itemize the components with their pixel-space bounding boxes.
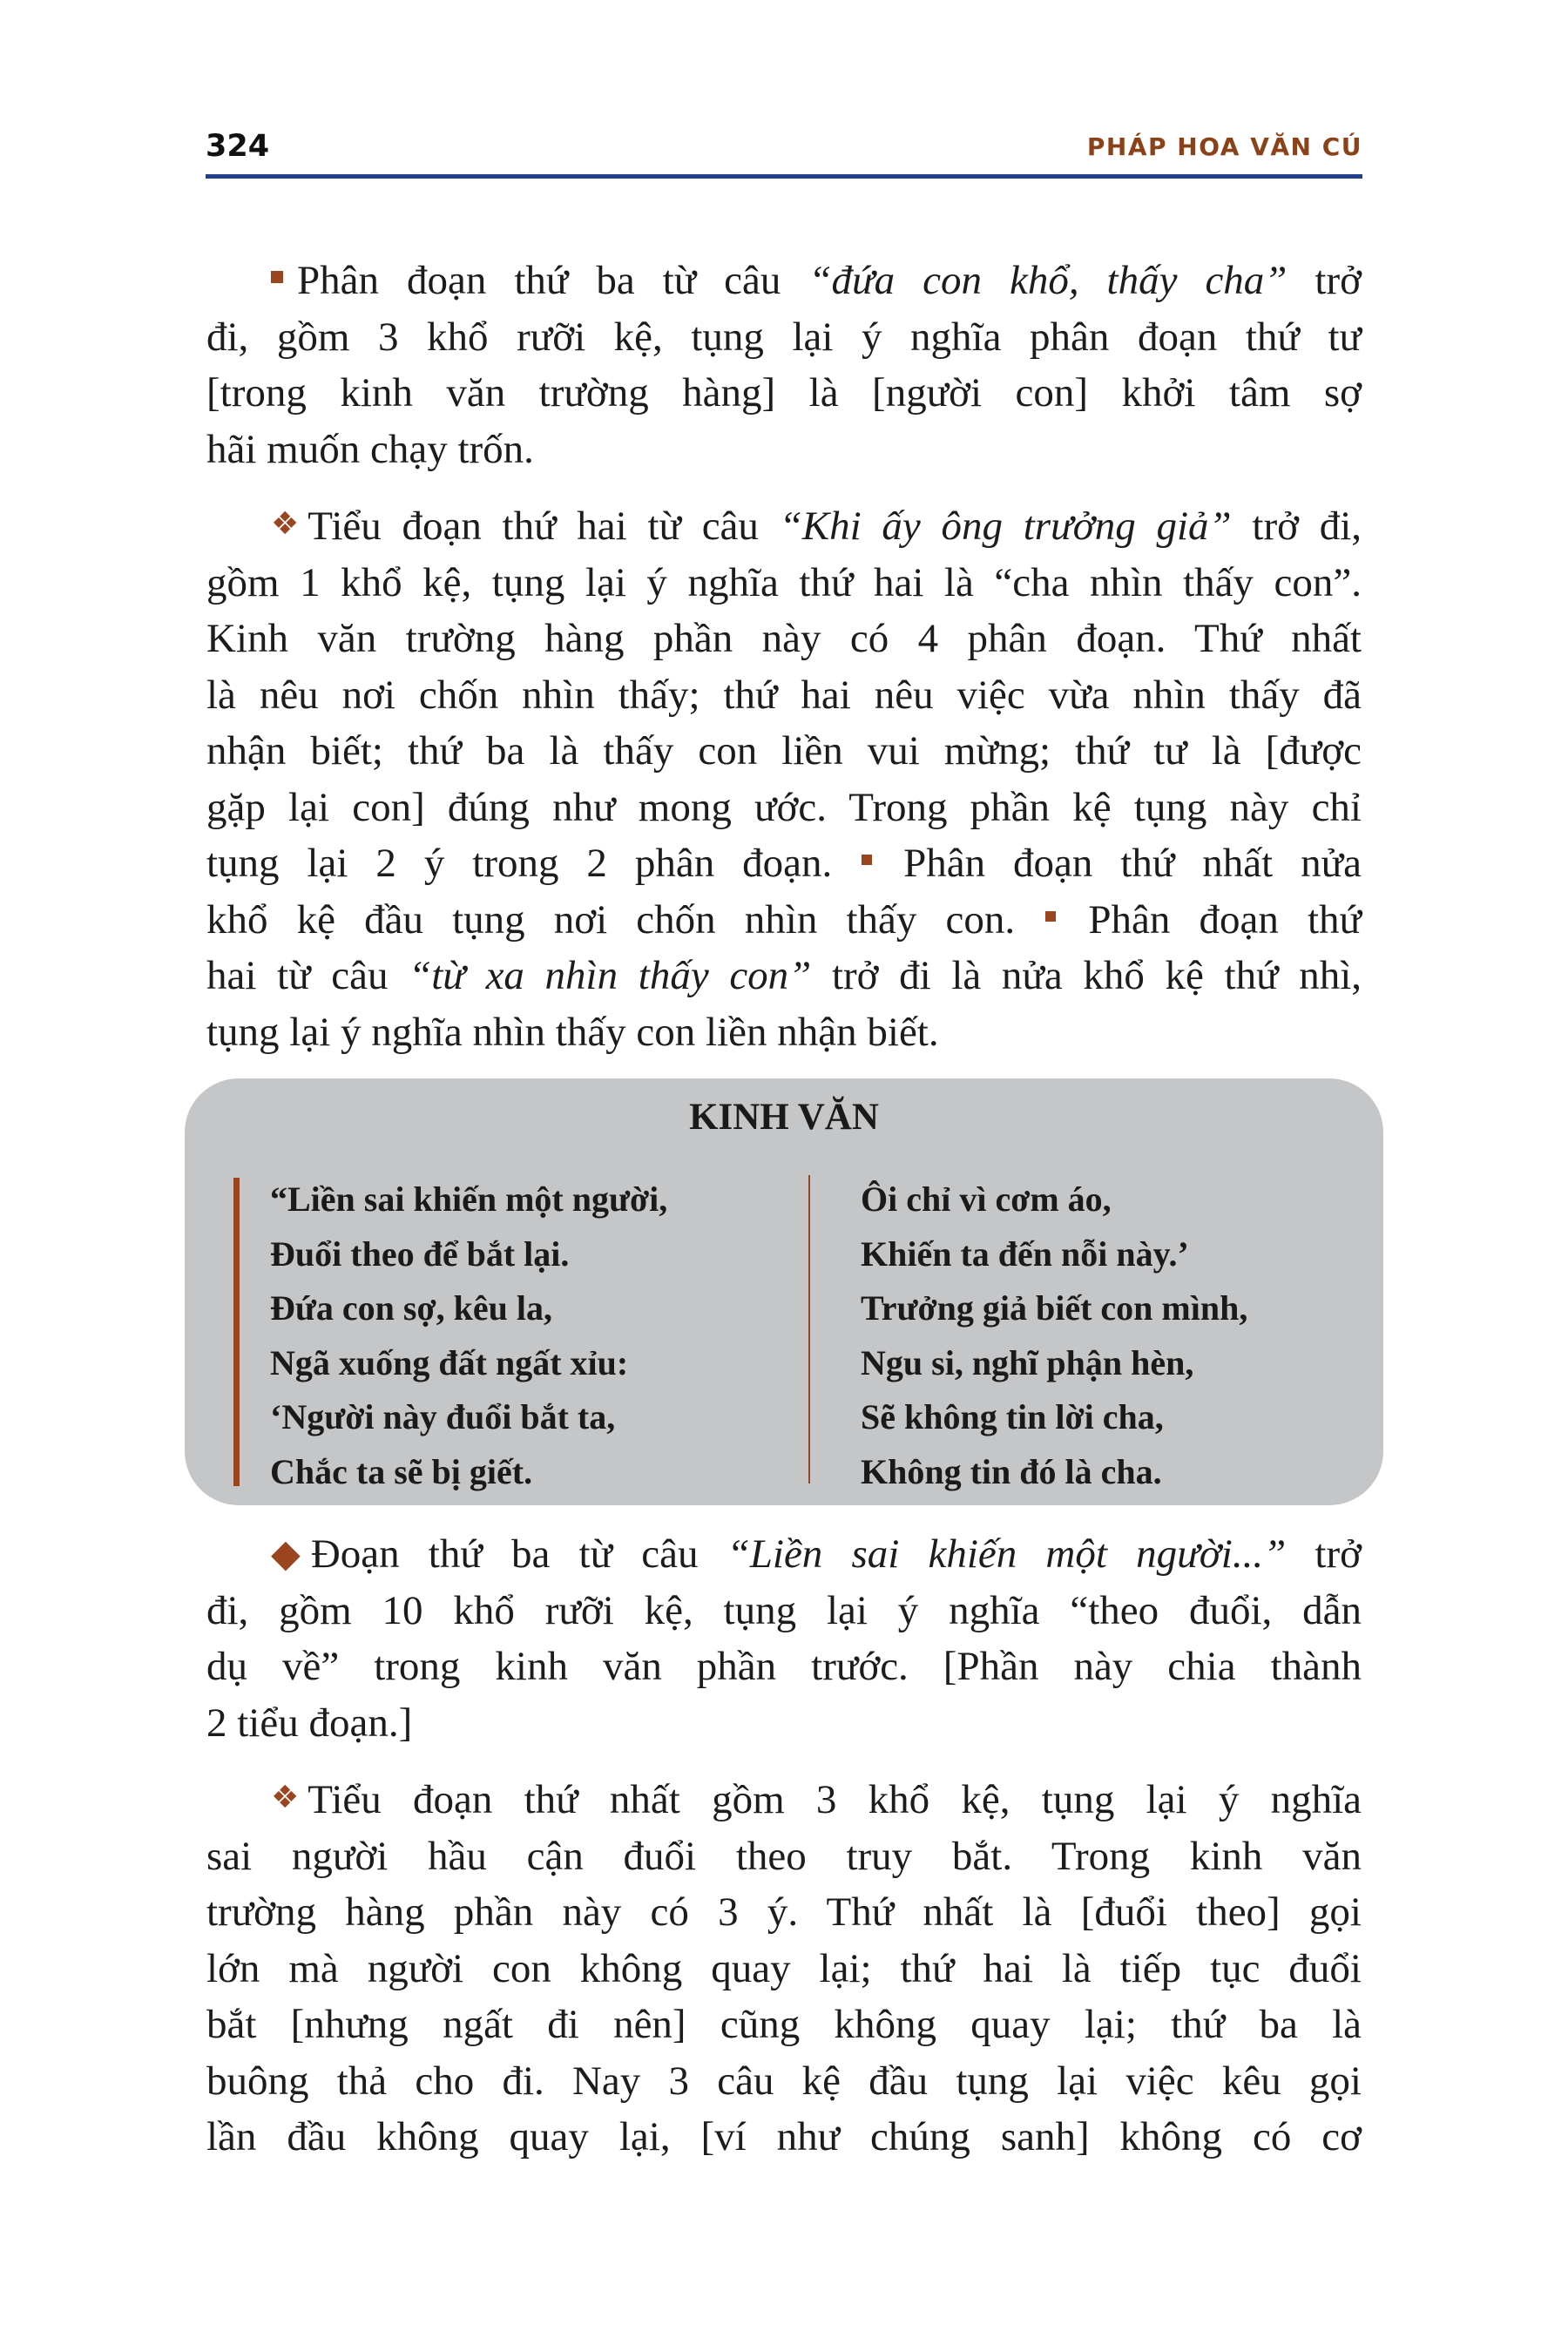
text-line-content (271, 1526, 1362, 1583)
four-diamond-bullet-icon: ❖ (271, 1780, 300, 1816)
sutra-box (185, 1078, 1383, 1505)
text-line-content (271, 498, 1362, 555)
text-line (206, 1526, 1362, 1583)
header-rule (206, 174, 1362, 179)
page-number: 324 (206, 129, 270, 164)
text-line-content (206, 2053, 1362, 2110)
text-line (206, 667, 1362, 724)
verse-line: Ôi chỉ vì cơm áo, (861, 1179, 1112, 1219)
text-line (206, 1884, 1362, 1941)
text-line-content (206, 2109, 1362, 2166)
verse-line: Khiến ta đến nỗi này.’ (861, 1233, 1189, 1274)
text-segment: Tiểu đoạn thứ nhất gồm 3 khổ kệ, tụng lại ý nghĩa (308, 1777, 1362, 1822)
text-segment: Tiểu đoạn thứ hai từ câu (308, 504, 780, 549)
text-line (206, 723, 1362, 780)
text-line-content (206, 555, 1362, 612)
paragraph-doan-thu-ba (206, 1526, 1362, 1751)
text-line (206, 253, 1362, 309)
text-line-content (206, 780, 1362, 836)
text-segment: bắt [nhưng ngất đi nên] cũng không quay lại; thứ ba là (206, 2002, 1362, 2047)
square-bullet-icon (1045, 911, 1056, 922)
four-diamond-bullet-icon: ❖ (271, 506, 300, 543)
verse-line: Đứa con sợ, kêu la, (270, 1288, 552, 1328)
quoted-verse-text: “đứa con khổ, thấy cha” (808, 258, 1288, 303)
text-segment: trở đi là nửa khổ kệ thứ nhì, (811, 953, 1362, 998)
text-line-content (206, 1884, 1362, 1941)
verse-line: “Liền sai khiến một người, (270, 1179, 668, 1219)
text-segment: tụng lại 2 ý trong 2 phân đoạn. (206, 841, 861, 886)
verse-line: Chắc ta sẽ bị giết. (270, 1451, 533, 1491)
text-line-content (206, 309, 1362, 366)
running-header (206, 122, 1362, 179)
text-segment: là nêu nơi chốn nhìn thấy; thứ hai nêu việc vừa nhìn thấy đã (206, 672, 1362, 718)
sutra-title: KINH VĂN (689, 1097, 879, 1138)
text-line (206, 1583, 1362, 1639)
verse-line: Ngu si, nghĩ phận hèn, (861, 1342, 1194, 1382)
text-segment: Đoạn thứ ba từ câu (310, 1531, 727, 1577)
text-line-content (206, 1828, 1362, 1885)
text-segment: gồm 1 khổ kệ, tụng lại ý nghĩa thứ hai là “cha nhìn thấy con”. (206, 559, 1362, 605)
text-line (206, 1004, 1362, 1061)
verse-line: ‘Người này đuổi bắt ta, (270, 1397, 616, 1437)
accent-bar (233, 1178, 240, 1486)
text-line (206, 1828, 1362, 1885)
text-line (206, 2109, 1362, 2166)
text-segment: lần đầu không quay lại, [ví như chúng sanh] không có cơ (206, 2114, 1362, 2159)
text-line-content (206, 611, 1362, 667)
text-segment: Phân đoạn thứ ba từ câu (297, 258, 809, 303)
diamond-bullet-icon: ◆ (271, 1531, 301, 1577)
text-segment: [trong kinh văn trường hàng] là [người con] khởi tâm sợ (206, 370, 1362, 416)
text-segment: đi, gồm 3 khổ rưỡi kệ, tụng lại ý nghĩa phân đoạn thứ tư (206, 314, 1362, 360)
text-line (206, 611, 1362, 667)
text-line (206, 892, 1362, 949)
text-line (206, 422, 1362, 478)
text-line (206, 365, 1362, 422)
square-bullet-icon (271, 271, 283, 283)
text-line (206, 948, 1362, 1004)
text-segment: gặp lại con] đúng như mong ước. Trong phần kệ tụng này chỉ (206, 784, 1362, 830)
verse-line: Trưởng giả biết con mình, (861, 1288, 1248, 1328)
text-segment: trường hàng phần này có 3 ý. Thứ nhất là [đuổi theo] gọi (206, 1889, 1362, 1935)
text-segment: sai người hầu cận đuổi theo truy bắt. Trong kinh văn (206, 1833, 1362, 1879)
text-line (206, 1695, 1362, 1752)
text-segment: dụ về” trong kinh văn phần trước. [Phần này chia thành (206, 1644, 1362, 1689)
text-line-content (206, 1941, 1362, 1997)
text-segment: hãi muốn chạy trốn. (206, 426, 534, 472)
text-line-content (206, 948, 1362, 1004)
text-segment: Kinh văn trường hàng phần này có 4 phân đoạn. Thứ nhất (206, 616, 1362, 661)
text-line (206, 780, 1362, 836)
text-line-content (206, 1004, 939, 1061)
text-segment: 2 tiểu đoạn.] (206, 1700, 413, 1746)
text-line-content (271, 1772, 1362, 1828)
text-line-content (206, 365, 1362, 422)
verse-column-right (861, 1173, 1247, 1500)
verse-column-left (270, 1173, 667, 1500)
text-line (206, 555, 1362, 612)
text-line-content (206, 667, 1362, 724)
square-bullet-icon (862, 855, 872, 865)
text-segment: Phân đoạn thứ nhất nửa (875, 841, 1362, 886)
verse-line: Sẽ không tin lời cha, (861, 1397, 1164, 1437)
book-title: PHÁP HOA VĂN CÚ (1086, 132, 1362, 161)
text-line (206, 498, 1362, 555)
verse-line: Không tin đó là cha. (861, 1451, 1162, 1491)
text-segment: khổ kệ đầu tụng nơi chốn nhìn thấy con. (206, 896, 1044, 943)
paragraph-tieu-doan-thu-nhat (206, 1772, 1362, 2166)
text-line-content (206, 892, 1362, 949)
text-segment: Phân đoạn thứ (1059, 896, 1362, 943)
text-line-content (206, 835, 1362, 892)
text-line-content (206, 1639, 1362, 1695)
text-line (206, 2053, 1362, 2110)
column-divider (808, 1175, 810, 1484)
text-line (206, 1941, 1362, 1997)
text-line (206, 1639, 1362, 1695)
text-line-content (271, 253, 1362, 309)
text-line (206, 1997, 1362, 2053)
paragraph-phan-doan-thu-ba (206, 253, 1362, 477)
paragraph-tieu-doan-thu-hai (206, 498, 1362, 1060)
text-segment: trở đi, (1231, 504, 1362, 549)
text-line-content (206, 422, 534, 478)
quoted-verse-text: “Liền sai khiến một người...” (727, 1531, 1287, 1577)
text-line (206, 1772, 1362, 1828)
text-segment: đi, gồm 10 khổ rưỡi kệ, tụng lại ý nghĩa “theo đuổi, dẫn (206, 1587, 1362, 1633)
text-segment: nhận biết; thứ ba là thấy con liền vui mừng; thứ tư là [được (206, 728, 1362, 774)
text-segment: hai từ câu (206, 953, 409, 998)
text-line-content (206, 1997, 1362, 2053)
text-segment: tụng lại ý nghĩa nhìn thấy con liền nhận biết. (206, 1009, 939, 1055)
quoted-verse-text: “Khi ấy ông trưởng giả” (779, 504, 1232, 549)
text-line (206, 835, 1362, 892)
text-segment: buông thả cho đi. Nay 3 câu kệ đầu tụng lại việc kêu gọi (206, 2058, 1362, 2104)
text-segment: trở (1286, 1531, 1362, 1577)
text-line (206, 309, 1362, 366)
text-line-content (206, 1583, 1362, 1639)
verse-line: Đuổi theo để bắt lại. (270, 1233, 570, 1274)
verse-line: Ngã xuống đất ngất xỉu: (270, 1342, 629, 1382)
text-segment: lớn mà người con không quay lại; thứ hai là tiếp tục đuổi (206, 1945, 1362, 1991)
text-line-content (206, 723, 1362, 780)
text-segment: trở (1287, 258, 1362, 303)
text-line-content (206, 1695, 412, 1752)
quoted-verse-text: “từ xa nhìn thấy con” (409, 953, 812, 998)
